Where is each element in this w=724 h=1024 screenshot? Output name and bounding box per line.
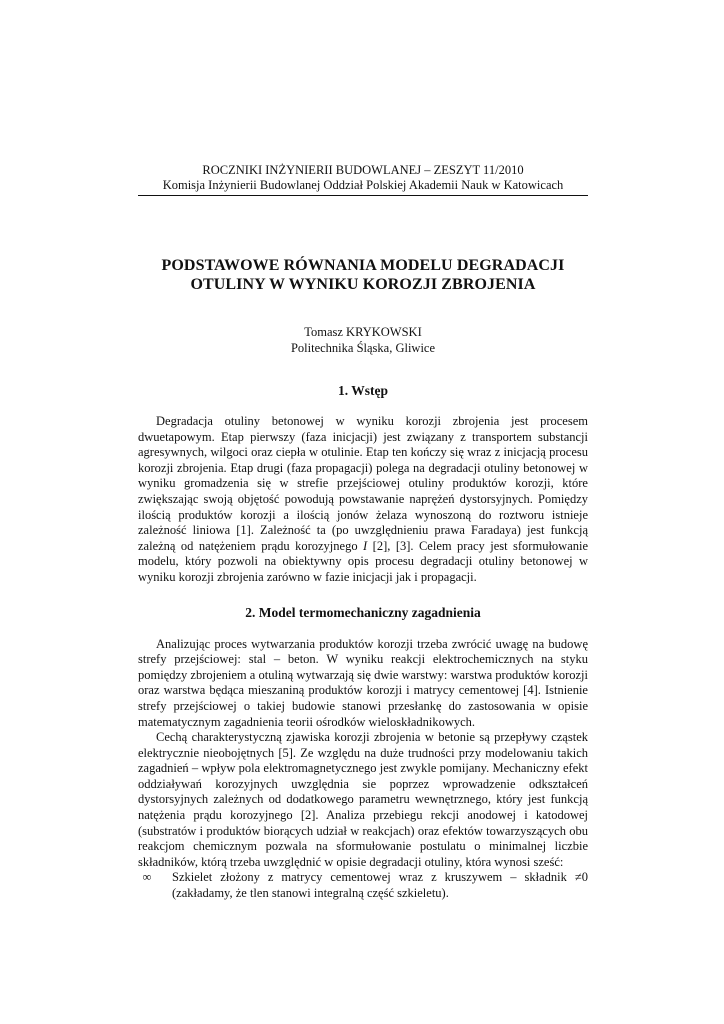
model-paragraph-2: Cechą charakterystyczną zjawiska korozji zbrojenia w betonie są przepływy cząstek elektrycznie nieobojętnych [5]. Ze względu na duże trudności przy modelowaniu takich zagadnień – wpływ pola elektromagnetycznego jest zwykle pomijany. Mechaniczny efekt oddziaływań korozyjnych uwzględnia sie poprzez wprowadzenie odkształceń dystorsyjnych zależnych od dodatkowego parametru wewnętrznego, który jest funkcją natężenia prądu korozyjnego [2]. Analiza przebiegu rekcji anodowej i katodowej (substratów i produktów biorących udział w reakcjach) oraz efektów towarzyszących obu reakcjom chemicznym pozwala na sformułowanie postulatu o minimalnej liczbie składników, którą trzeba uwzględnić w opisie degradacji otuliny, która wynosi sześć: bbox=[138, 730, 588, 869]
document-page bbox=[138, 163, 588, 902]
author-block bbox=[138, 324, 588, 356]
current-variable-symbol: I bbox=[363, 538, 368, 553]
paper-title bbox=[138, 256, 588, 294]
author-name: Tomasz KRYKOWSKI bbox=[304, 325, 422, 339]
introduction-text-part-2: [2], [3]. Celem pracy jest sformułowanie modelu, który pozwoli na obiektywny opis procesu degradacji otuliny betonowej w wyniku korozji zbrojenia zarówno w fazie inicjacji jak i propagacji. bbox=[138, 538, 589, 584]
section-heading-introduction: 1. Wstęp bbox=[337, 383, 388, 398]
paper-title-line-1: PODSTAWOWE RÓWNANIA MODELU DEGRADACJI bbox=[161, 257, 565, 274]
journal-publisher-line: Komisja Inżynierii Budowlanej Oddział Polskiej Akademii Nauk w Katowicach bbox=[162, 178, 564, 192]
author-affiliation: Politechnika Śląska, Gliwice bbox=[290, 341, 436, 355]
introduction-text-part-1: Degradacja otuliny betonowej w wyniku korozji zbrojenia jest procesem dwuetapowym. Etap pierwszy (faza inicjacji) jest związany z transportem substancji agresywnych, wilgoci oraz ciepła w otulinie. Etap ten kończy się wraz z inicjacją procesu korozji zbrojenia. Etap drugi (faza propagacji) polega na degradacji otuliny betonowej w wyniku gromadzenia się w strefie przejściowej otuliny produktów korozji, które zwiększając swoją objętość powodują powstawanie naprężeń dystorsyjnych. Pomiędzy ilością produktów korozji a ilością jonów żelaza wynoszoną do roztworu istnieje zależność liniowa [1]. Zależność ta (po uwzględnieniu prawa Faradaya) jest funkcją zależną od natężeniem prądu korozyjnego bbox=[138, 414, 588, 553]
model-paragraph-1: Analizując proces wytwarzania produktów korozji trzeba zwrócić uwagę na budowę strefy przejściowej: stal – beton. W wyniku reakcji elektrochemicznych na styku pomiędzy zbrojeniem a otuliną wytwarzają się dwie warstwy: warstwa produktów korozji oraz warstwa będąca mieszaniną produktów korozji i matrycy cementowej [4]. Istnienie strefy przejściowej o takiej budowie stanowi przesłankę do zastosowania w opisie matematycznym zagadnienia teorii ośrodków wieloskładnikowych. bbox=[138, 636, 588, 729]
introduction-paragraph bbox=[138, 414, 588, 586]
journal-title-line: ROCZNIKI INŻYNIERII BUDOWLANEJ – ZESZYT 11/2010 bbox=[202, 163, 524, 177]
paper-title-line-2: OTULINY W WYNIKU KOROZJI ZBROJENIA bbox=[190, 276, 536, 293]
list-item bbox=[138, 870, 588, 901]
journal-header bbox=[138, 163, 588, 196]
list-item-text: Szkielet złożony z matrycy cementowej wraz z kruszywem – składnik ≠0 (zakładamy, że tlen stanowi integralną część szkieletu). bbox=[172, 870, 588, 901]
components-list bbox=[138, 870, 588, 901]
infinity-bullet-icon: ∞ bbox=[142, 870, 152, 885]
section-heading-model: 2. Model termomechaniczny zagadnienia bbox=[245, 604, 481, 620]
